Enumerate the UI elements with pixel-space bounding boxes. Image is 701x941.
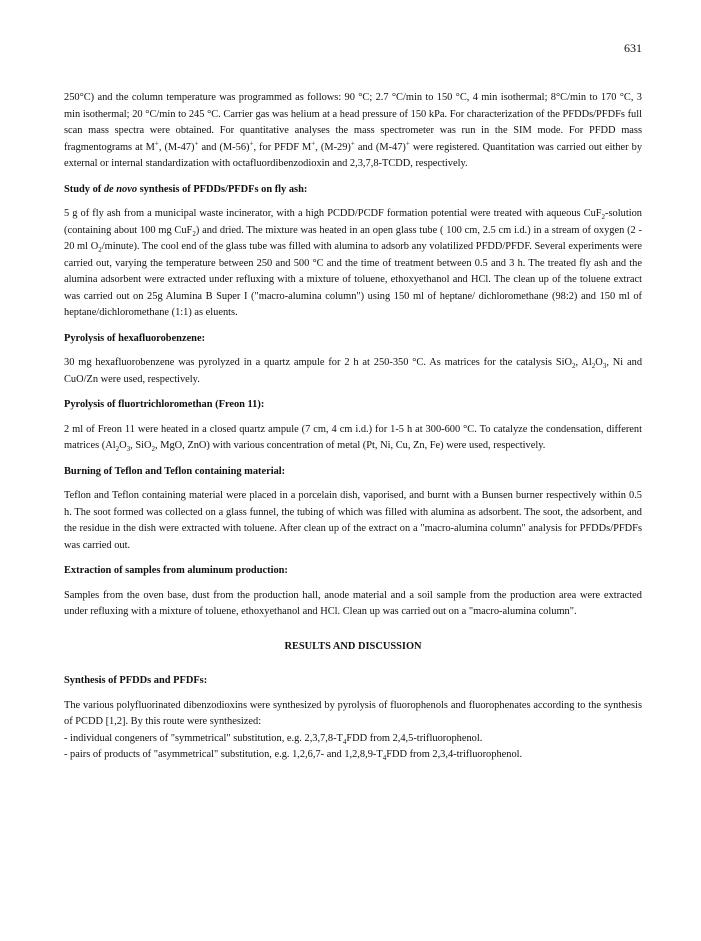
paragraph: 250°C) and the column temperature was programmed as follows: 90 °C; 2.7 °C/min to 150 °C, 4 min isothermal; 8°C/min to 170 °C, 3 min isothermal; 20 °C/min to 245 °C. Carrier gas was helium at a head pressure of 150 kPa. For characterization of the PFDDs/PFDFs full scan mass spectra were obtained. For quantitative analyses the mass spectrometer was run in the SIM mode. For PFDD mass fragmentograms at M+, (M-47)+ and (M-56)+, for PFDF M+, (M-29)+ and (M-47)+ were registered. Quantitation was carried out either by external or internal standardization with octafluordibenzodioxin and 2,3,7,8-TCDD, respectively. (64, 92, 643, 169)
page-number: 631 (624, 41, 642, 55)
page-body (64, 90, 642, 764)
paragraph: The various polyfluorinated dibenzodioxins were synthesized by pyrolysis of fluorophenols and fluorophenates according to the synthesis of PCDD [1,2]. By this route were synthesized: (64, 699, 642, 727)
list-item: - pairs of products of "asymmetrical" substitution, e.g. 1,2,6,7- and $1,2,8,9-T_4FDD$ from 2,3,4-trifluorophenol. (64, 749, 523, 763)
section-heading: Study of de novo synthesis of PFDDs/PFDFs on fly ash: (64, 183, 308, 195)
section-heading: Burning of Teflon and Teflon containing material: (64, 465, 286, 477)
paragraph: Teflon and Teflon containing material were placed in a porcelain dish, vaporised, and burnt with a Bunsen burner respectively within 0.5 h. The soot formed was collected on a glass funnel, the tubing of which was filled with alumina as adsorbent. The soot, the adsorbent, and the residue in the dish were extracted with toluene. After clean up of the extract on a "macro-alumina column" analysis for PFDDs/PFDFs was carried out. (64, 490, 642, 551)
section-heading: Pyrolysis of hexafluorobenzene: (64, 332, 206, 344)
paragraph: Samples from the oven base, dust from the production hall, anode material and a soil sample from the production area were extracted under refluxing with a mixture of toluene, ethoxyethanol and HCl. Clean up was carried out on a "macro-alumina column". (64, 589, 642, 617)
paragraph: 5 g of fly ash from a municipal waste incinerator, with a high PCDD/PCDF formation potential were treated with aqueous CuF$_2$-solution (containing about 100 mg CuF$_2$) and dried. The mixture was heated in an open glass tube ( 100 cm, 2.5 cm i.d.) in a stream of oxygen (2 - 20 ml $O_2/minute$). The cool end of the glass tube was filled with alumina to adsorb any volatilized PFDD/PFDF. Several experiments were carried out, varying the temperature between 250 and 500 °C and the time of treatment between 0.5 and 3 h. The treated fly ash and the alumina adsorbent were extracted under refluxing with a mixture of toluene, ethoxyethanol and HCl. The clean up of the toluene extract was carried out on 25g Alumina B Super I ("macro-alumina column") using 150 ml of heptane/ dichloromethane (98:2) and 150 ml of heptane/dichloromethane (1:1) as eluents. (64, 208, 642, 318)
paragraph: 30 mg hexafluorobenzene was pyrolyzed in a quartz ampule for 2 h at 250-350 °C. As matrices for the catalysis SiO$_2$, $Al_2O_3$, Ni and CuO/Zn were used, respectively. (64, 357, 643, 385)
results-heading: RESULTS AND DISCUSSION (284, 640, 422, 652)
list-item: - individual congeners of "symmetrical" substitution, e.g. $2,3,7,8-T_4FDD$ from 2,4,5-trifluorophenol. (64, 732, 483, 746)
paragraph: 2 ml of Freon 11 were heated in a closed quartz ampule (7 cm, 4 cm i.d.) for 1-5 h at 300-600 °C. To catalyze the condensation, different matrices ($Al_2O_3$, SiO$_2$, MgO, ZnO) with various concentration of metal (Pt, Ni, Cu, Zn, Fe) were used, respectively. (64, 423, 642, 454)
section-heading: Extraction of samples from aluminum production: (64, 565, 288, 576)
section-heading: Pyrolysis of fluortrichloromethan (Freon 11): (64, 399, 265, 410)
section-heading: Synthesis of PFDDs and PFDFs: (64, 675, 208, 686)
